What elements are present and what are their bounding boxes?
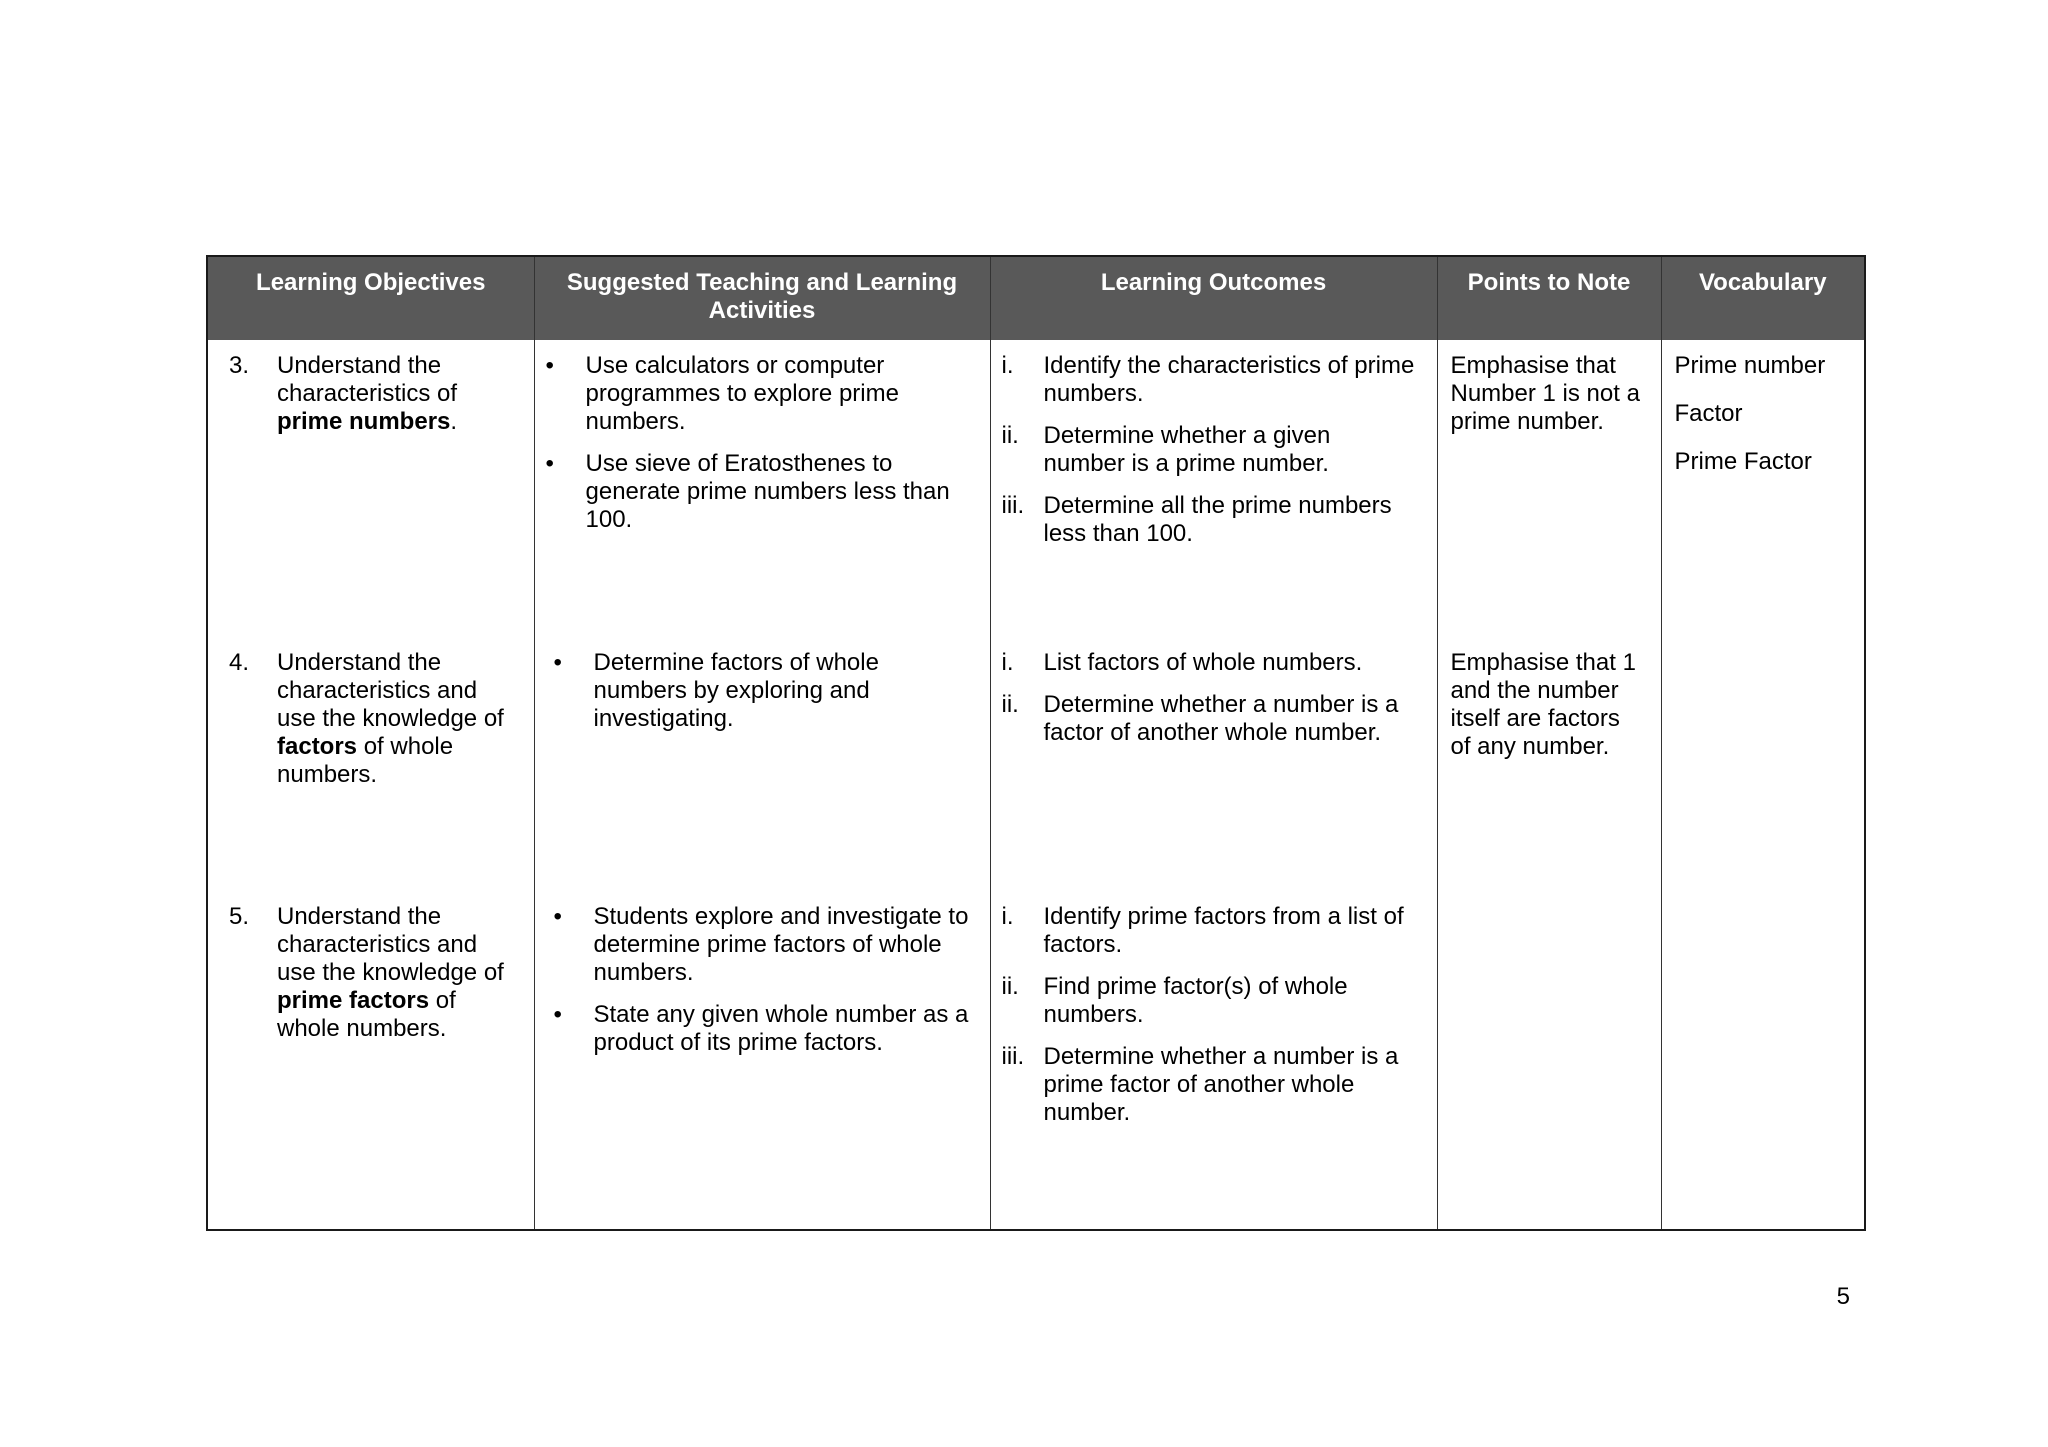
outcomes-cell bbox=[990, 340, 1437, 637]
outcomes-cell bbox=[990, 637, 1437, 892]
activities-cell bbox=[534, 892, 990, 1230]
vocabulary-cell bbox=[1661, 340, 1865, 637]
objective-cell bbox=[207, 892, 534, 1230]
list-item: • State any given whole number as a product of its prime factors. bbox=[546, 1001, 969, 1057]
outcomes-cell bbox=[990, 892, 1437, 1230]
table-row bbox=[207, 340, 1865, 637]
list-item: • Students explore and investigate to determine prime factors of whole numbers. bbox=[546, 903, 969, 987]
activities-cell bbox=[534, 637, 990, 892]
header-learning-outcomes: Learning Outcomes bbox=[990, 256, 1437, 340]
header-learning-objectives: Learning Objectives bbox=[207, 256, 534, 340]
list-item: • Use sieve of Eratosthenes to generate prime numbers less than 100. bbox=[545, 450, 950, 533]
objective-cell bbox=[207, 637, 534, 892]
objective-text: Understand the characteristics and use the knowledge of prime factors of whole numbers. bbox=[277, 903, 504, 1042]
objective-text: Understand the characteristics of prime numbers. bbox=[277, 352, 458, 435]
objective-key-term: prime factors bbox=[277, 987, 430, 1014]
curriculum-table bbox=[206, 255, 1866, 1231]
list-item: i. List factors of whole numbers. bbox=[1001, 649, 1363, 676]
vocabulary-term: Factor bbox=[1674, 400, 1743, 427]
list-item: ii. Determine whether a given number is a prime number. bbox=[1001, 422, 1331, 477]
activities-cell bbox=[534, 340, 990, 637]
objective-key-term: factors bbox=[277, 733, 358, 760]
objective-key-term: prime numbers bbox=[277, 408, 451, 435]
vocabulary-cell bbox=[1661, 637, 1865, 892]
vocabulary-term: Prime number bbox=[1674, 352, 1826, 379]
header-vocabulary: Vocabulary bbox=[1661, 256, 1865, 340]
objective-text: Understand the characteristics and use the knowledge of factors of whole numbers. bbox=[277, 649, 504, 788]
note-cell bbox=[1437, 892, 1661, 1230]
objective-number: 5. bbox=[229, 903, 250, 930]
objective-number: 3. bbox=[229, 352, 250, 379]
header-teaching-activities: Suggested Teaching and Learning Activities bbox=[534, 256, 990, 340]
vocabulary-cell bbox=[1661, 892, 1865, 1230]
objective-cell bbox=[207, 340, 534, 637]
header-points-to-note: Points to Note bbox=[1437, 256, 1661, 340]
note-cell bbox=[1437, 340, 1661, 637]
note-text: Emphasise that 1 and the number itself are factors of any number. bbox=[1450, 649, 1636, 760]
objective-number: 4. bbox=[229, 649, 250, 676]
bullet-icon: • bbox=[553, 1001, 562, 1028]
table-header-row bbox=[207, 256, 1865, 340]
bullet-icon: • bbox=[553, 649, 562, 676]
vocabulary-term: Prime Factor bbox=[1674, 448, 1812, 475]
list-item: iii. Determine whether a number is a prime factor of another whole number. bbox=[1001, 1043, 1399, 1126]
list-item: ii. Find prime factor(s) of whole numbers. bbox=[1001, 973, 1348, 1028]
list-item: i. Identify prime factors from a list of factors. bbox=[1001, 903, 1404, 958]
bullet-icon: • bbox=[553, 903, 562, 930]
table-row bbox=[207, 637, 1865, 892]
list-item: ii. Determine whether a number is a factor of another whole number. bbox=[1001, 691, 1399, 746]
note-text: Emphasise that Number 1 is not a prime number. bbox=[1450, 352, 1640, 435]
table-row bbox=[207, 892, 1865, 1230]
page-number: 5 bbox=[1836, 1283, 1850, 1310]
bullet-icon: • bbox=[545, 450, 554, 477]
note-cell bbox=[1437, 637, 1661, 892]
list-item: • Determine factors of whole numbers by exploring and investigating. bbox=[546, 649, 969, 733]
list-item: i. Identify the characteristics of prime numbers. bbox=[1001, 352, 1415, 407]
bullet-icon: • bbox=[545, 352, 554, 379]
list-item: iii. Determine all the prime numbers less than 100. bbox=[1001, 492, 1392, 547]
list-item: • Use calculators or computer programmes to explore prime numbers. bbox=[545, 352, 899, 435]
